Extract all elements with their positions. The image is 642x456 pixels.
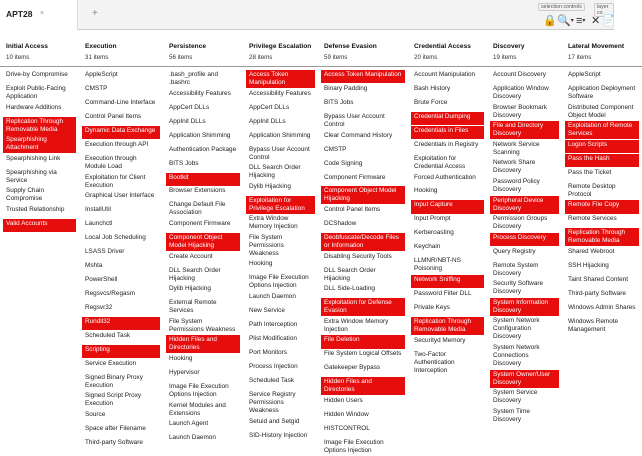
technique-cell[interactable]: BITS Jobs	[169, 159, 199, 167]
technique-cell[interactable]: Mshta	[85, 262, 103, 270]
technique-cell[interactable]: Create Account	[169, 252, 213, 260]
technique-cell[interactable]: BITS Jobs	[324, 98, 354, 106]
technique-cell[interactable]: Image File Execution Options Injection	[249, 274, 309, 290]
technique-cell[interactable]: Rundll32	[82, 317, 160, 330]
tactic-column	[487, 40, 562, 423]
tactic-count: 28 items	[249, 54, 273, 61]
technique-cell[interactable]: Hidden Window	[324, 410, 369, 418]
technique-cell[interactable]: Clear Command History	[324, 131, 393, 139]
technique-cell[interactable]: Launch Daemon	[169, 434, 216, 442]
technique-cell[interactable]: DLL Search Order Hijacking	[249, 164, 301, 180]
technique-cell[interactable]: Bypass User Account Control	[324, 112, 385, 128]
technique-cell[interactable]: Application Shimming	[249, 131, 311, 139]
technique-cell[interactable]: Source	[85, 411, 106, 419]
technique-cell[interactable]: Query Registry	[493, 247, 536, 255]
technique-cell[interactable]: Component Object Model Hijacking	[321, 186, 405, 204]
tactic-header[interactable]	[163, 40, 243, 67]
technique-cell[interactable]: Hidden Users	[324, 396, 363, 404]
technique-cell[interactable]: Process Discovery	[490, 233, 559, 246]
technique-cell[interactable]: Replication Through Removable Media	[565, 228, 639, 246]
technique-cell[interactable]: AppInit DLLs	[169, 117, 206, 125]
deselect-icon[interactable]: ✕	[591, 15, 601, 27]
technique-cell[interactable]: Third-party Software	[85, 439, 143, 447]
tactic-name: Lateral Movement	[568, 43, 625, 50]
technique-cell[interactable]: Scheduled Task	[249, 376, 295, 384]
technique-cell[interactable]: Launchctl	[85, 220, 113, 228]
technique-cell[interactable]: Exploitation for Defense Evasion	[321, 298, 405, 316]
technique-cell[interactable]: DLL Search Order Hijacking	[324, 266, 376, 282]
technique-cell[interactable]: Keychain	[414, 243, 441, 251]
technique-cell[interactable]: Command-Line Interface	[85, 98, 156, 106]
tactic-count: 17 items	[568, 54, 592, 61]
technique-cell[interactable]: Network Sniffing	[411, 275, 484, 288]
tactic-header[interactable]	[79, 40, 163, 67]
technique-cell[interactable]: Binary Padding	[324, 84, 368, 92]
technique-cell[interactable]: Browser Extensions	[169, 187, 226, 195]
tactic-header[interactable]	[243, 40, 318, 67]
technique-cell[interactable]: Security Software Discovery	[493, 280, 544, 296]
technique-cell[interactable]: PowerShell	[85, 276, 118, 283]
technique-cell[interactable]: Password Policy Discovery	[493, 177, 540, 193]
technique-cell[interactable]: Port Monitors	[249, 349, 288, 356]
technique-cell[interactable]: Exploitation for Credential Access	[414, 154, 466, 170]
technique-cell[interactable]: Signed Script Proxy Execution	[85, 392, 142, 408]
technique-cell[interactable]: Control Panel Items	[85, 112, 142, 120]
technique-cell[interactable]: Dylib Hijacking	[169, 285, 211, 293]
technique-cell[interactable]: Third-party Software	[568, 289, 626, 297]
technique-cell[interactable]: Spearphishing Attachment	[3, 135, 76, 153]
technique-cell[interactable]: File System Logical Offsets	[324, 350, 402, 358]
technique-cell[interactable]: Image File Execution Options Injection	[324, 438, 384, 454]
technique-cell[interactable]: Gatekeeper Bypass	[324, 364, 381, 372]
technique-cell[interactable]: Exploitation for Privilege Escalation	[246, 196, 315, 214]
tactic-header[interactable]	[562, 40, 642, 67]
technique-cell[interactable]: Taint Shared Content	[568, 275, 629, 283]
tactic-column	[318, 40, 408, 454]
technique-cell[interactable]: Input Prompt	[414, 215, 451, 223]
tactic-column	[0, 40, 79, 406]
technique-cell[interactable]: Execution through Module Load	[85, 154, 137, 170]
technique-cell[interactable]: SSH Hijacking	[568, 261, 609, 269]
technique-cell[interactable]: Launch Daemon	[249, 293, 296, 301]
technique-cell[interactable]: Authentication Package	[169, 145, 237, 153]
technique-cell[interactable]: Hooking	[249, 260, 273, 268]
technique-cell[interactable]: Space after Filename	[85, 425, 146, 433]
close-icon[interactable]: ×	[40, 10, 45, 17]
search-icon[interactable]: 🔍▾	[557, 15, 574, 27]
tactic-count: 56 items	[169, 54, 193, 61]
technique-cell[interactable]: Graphical User Interface	[85, 192, 155, 200]
technique-cell[interactable]: Spearphishing via Service	[6, 168, 57, 184]
technique-cell[interactable]: Network Service Scanning	[493, 140, 540, 156]
technique-cell[interactable]: External Remote Services	[169, 299, 217, 315]
technique-cell[interactable]: Extra Window Memory Injection	[249, 215, 298, 231]
technique-cell[interactable]: Credentials in Files	[411, 126, 484, 139]
technique-cell[interactable]: Account Manipulation	[414, 71, 476, 78]
technique-cell[interactable]: Brute Force	[414, 98, 448, 106]
technique-cell[interactable]: Execution through API	[85, 140, 149, 148]
technique-cell[interactable]: Setuid and Setgid	[249, 417, 300, 425]
technique-cell[interactable]: Exploit Public-Facing Application	[6, 84, 66, 100]
technique-cell[interactable]: Component Firmware	[324, 173, 386, 181]
tactic-count: 20 items	[414, 54, 438, 61]
technique-cell[interactable]: Deobfuscate/Decode Files or Information	[321, 233, 405, 251]
technique-cell[interactable]: Distributed Component Object Model	[568, 103, 634, 119]
technique-cell[interactable]: Process Injection	[249, 362, 298, 370]
technique-cell[interactable]: Permission Groups Discovery	[493, 215, 548, 231]
technique-cell[interactable]: Exploitation of Remote Services	[565, 121, 639, 139]
technique-cell[interactable]: Logon Scripts	[565, 140, 639, 153]
technique-cell[interactable]: Kernel Modules and Extensions	[169, 401, 226, 417]
technique-cell[interactable]: Hooking	[414, 187, 438, 195]
technique-cell[interactable]: LSASS Driver	[85, 248, 125, 256]
technique-cell[interactable]: Replication Through Removable Media	[411, 317, 484, 335]
technique-cell[interactable]: Remote System Discovery	[493, 261, 539, 277]
technique-cell[interactable]: Hardware Additions	[6, 103, 62, 111]
technique-cell[interactable]: Access Token Manipulation	[321, 70, 405, 83]
technique-cell[interactable]: Hidden Files and Directories	[166, 335, 240, 353]
technique-cell[interactable]: Remote File Copy	[565, 200, 639, 213]
technique-cell[interactable]: Pass the Ticket	[568, 168, 612, 176]
layer-file-icon[interactable]: 📄	[602, 15, 616, 27]
technique-cell[interactable]: Image File Execution Options Injection	[169, 382, 229, 398]
tactic-column	[408, 40, 487, 406]
technique-cell[interactable]: Service Registry Permissions Weakness	[249, 390, 296, 414]
selection-controls-label: selection controls	[538, 3, 585, 11]
tab-apt28[interactable]	[0, 0, 78, 30]
technique-cell[interactable]: DLL Side-Loading	[324, 285, 375, 293]
technique-cell[interactable]: Network Share Discovery	[493, 159, 536, 175]
new-tab-button[interactable]: +	[92, 8, 98, 19]
technique-cell[interactable]: Credentials in Registry	[414, 140, 479, 148]
technique-cell[interactable]: Private Keys	[414, 303, 450, 311]
tactic-name: Persistence	[169, 43, 207, 50]
tactic-name: Initial Access	[6, 43, 48, 50]
technique-cell[interactable]: Accessibility Features	[249, 89, 311, 97]
technique-cell[interactable]: DLL Search Order Hijacking	[169, 266, 221, 282]
technique-cell[interactable]: System Time Discovery	[493, 407, 530, 423]
tab-bar	[0, 0, 614, 30]
technique-cell[interactable]: CMSTP	[85, 84, 108, 92]
technique-cell[interactable]: System Service Discovery	[493, 389, 538, 405]
technique-cell[interactable]: Hypervisor	[169, 368, 200, 376]
technique-cell[interactable]: New Service	[249, 307, 285, 315]
technique-cell[interactable]: Peripheral Device Discovery	[490, 196, 559, 214]
tactic-name: Discovery	[493, 43, 525, 50]
technique-cell[interactable]: Plist Modification	[249, 335, 297, 343]
technique-cell[interactable]: Bash History	[414, 84, 451, 92]
tactic-name: Credential Access	[414, 43, 471, 50]
technique-cell[interactable]: Password Filter DLL	[414, 289, 472, 297]
technique-cell[interactable]: AppInit DLLs	[249, 117, 286, 125]
technique-cell[interactable]: Remote Desktop Protocol	[568, 182, 616, 198]
technique-cell[interactable]: Two-Factor Authentication Interception	[414, 350, 455, 374]
technique-cell[interactable]: SID-History Injection	[249, 431, 308, 439]
technique-cell[interactable]: Application Deployment Software	[568, 84, 636, 100]
technique-cell[interactable]: Drive-by Compromise	[6, 71, 68, 78]
technique-cell[interactable]: Service Execution	[85, 359, 137, 367]
tactic-name: Defense Evasion	[324, 43, 377, 50]
tactic-header[interactable]	[318, 40, 408, 67]
technique-cell[interactable]: Regsvcs/Regasm	[85, 289, 136, 297]
technique-cell[interactable]: Code Signing	[324, 159, 363, 167]
tactic-count: 59 items	[324, 54, 348, 61]
technique-cell[interactable]: Browser Bookmark Discovery	[493, 103, 547, 119]
tactic-count: 10 items	[6, 54, 30, 61]
tactic-header[interactable]	[0, 40, 79, 67]
technique-cell[interactable]: Pass the Hash	[565, 154, 639, 167]
multiselect-icon[interactable]: ≡▾	[576, 15, 586, 27]
tactic-column	[562, 40, 642, 406]
tactic-count: 19 items	[493, 54, 517, 61]
technique-cell[interactable]: Bootkit	[166, 173, 240, 186]
technique-cell[interactable]: Scripting	[82, 345, 160, 358]
technique-cell[interactable]: Exploitation for Client Execution	[85, 173, 146, 189]
technique-cell[interactable]: Securityd Memory	[414, 336, 466, 344]
technique-cell[interactable]: System Owner/User Discovery	[490, 370, 559, 388]
technique-cell[interactable]: .bash_profile and .bashrc	[169, 71, 219, 86]
technique-cell[interactable]: InstallUtil	[85, 206, 111, 214]
technique-cell[interactable]: Dynamic Data Exchange	[82, 126, 160, 139]
technique-cell[interactable]: Input Capture	[411, 200, 484, 213]
technique-cell[interactable]: Windows Remote Management	[568, 317, 619, 333]
technique-cell[interactable]: Windows Admin Shares	[568, 303, 636, 311]
technique-cell[interactable]: Remote Services	[568, 215, 617, 223]
tactic-column	[79, 40, 163, 447]
technique-cell[interactable]: Hooking	[169, 354, 193, 362]
technique-cell[interactable]: AppleScript	[568, 71, 601, 78]
technique-cell[interactable]: Account Discovery	[493, 71, 546, 78]
technique-cell[interactable]: Change Default File Association	[169, 201, 226, 217]
technique-cell[interactable]: System Network Connections Discovery	[493, 344, 540, 368]
technique-cell[interactable]: Access Token Manipulation	[246, 70, 315, 88]
tactic-count: 31 items	[85, 54, 109, 61]
technique-cell[interactable]: Extra Window Memory Injection	[324, 317, 389, 333]
technique-cell[interactable]: Supply Chain Compromise	[6, 187, 45, 203]
technique-cell[interactable]: Local Job Scheduling	[85, 234, 146, 242]
technique-cell[interactable]: Dylib Hijacking	[249, 182, 291, 190]
technique-cell[interactable]: AppleScript	[85, 71, 118, 78]
tactic-column	[163, 40, 243, 442]
technique-cell[interactable]: File System Permissions Weakness	[249, 233, 284, 257]
technique-cell[interactable]: Application Shimming	[169, 131, 231, 139]
technique-cell[interactable]: AppCert DLLs	[249, 103, 290, 111]
tactic-name: Execution	[85, 43, 117, 50]
technique-cell[interactable]: File System Permissions Weakness	[169, 317, 236, 333]
technique-cell[interactable]: Valid Accounts	[3, 219, 76, 232]
technique-cell[interactable]: Regsvr32	[85, 303, 113, 311]
technique-cell[interactable]: Signed Binary Proxy Execution	[85, 373, 143, 389]
technique-cell[interactable]: Disabling Security Tools	[324, 252, 392, 260]
technique-cell[interactable]: Component Object Model Hijacking	[166, 233, 240, 251]
tactic-name: Privilege Escalation	[249, 43, 312, 50]
technique-cell[interactable]: Accessibility Features	[169, 89, 231, 97]
technique-cell[interactable]: Replication Through Removable Media	[3, 117, 76, 135]
technique-cell[interactable]: Control Panel Items	[324, 206, 381, 214]
technique-cell[interactable]: Bypass User Account Control	[249, 145, 310, 161]
technique-cell[interactable]: Shared Webroot	[568, 247, 615, 255]
technique-cell[interactable]: Hidden Files and Directories	[321, 377, 405, 395]
technique-cell[interactable]: Spearphishing Link	[6, 154, 61, 162]
technique-cell[interactable]: File Deletion	[321, 335, 405, 348]
lock-icon[interactable]: 🔒	[543, 15, 557, 27]
technique-cell[interactable]: DCShadow	[324, 220, 357, 228]
technique-cell[interactable]: Forced Authentication	[414, 173, 476, 181]
technique-cell[interactable]: Scheduled Task	[85, 331, 131, 339]
technique-cell[interactable]: System Network Configuration Discovery	[493, 317, 540, 341]
tactic-column	[243, 40, 318, 439]
technique-cell[interactable]: LLMNR/NBT-NS Poisoning	[414, 257, 461, 273]
technique-cell[interactable]: Component Firmware	[169, 220, 231, 228]
technique-cell[interactable]: Launch Agent	[169, 420, 209, 428]
technique-cell[interactable]: HISTCONTROL	[324, 424, 370, 432]
tactic-header[interactable]	[487, 40, 562, 67]
technique-cell[interactable]: System Information Discovery	[490, 298, 559, 316]
technique-cell[interactable]: Trusted Relationship	[6, 205, 65, 213]
technique-cell[interactable]: Kerberoasting	[414, 229, 454, 237]
tab-label: APT28	[6, 9, 33, 19]
technique-cell[interactable]: CMSTP	[324, 145, 347, 153]
layer-controls-label: layer co	[594, 3, 614, 17]
technique-cell[interactable]: Application Window Discovery	[493, 84, 549, 100]
technique-cell[interactable]: File and Directory Discovery	[490, 121, 559, 139]
attack-matrix	[0, 40, 636, 454]
tactic-header[interactable]	[408, 40, 487, 67]
technique-cell[interactable]: Path Interception	[249, 321, 298, 329]
technique-cell[interactable]: AppCert DLLs	[169, 103, 210, 111]
technique-cell[interactable]: Credential Dumping	[411, 112, 484, 125]
